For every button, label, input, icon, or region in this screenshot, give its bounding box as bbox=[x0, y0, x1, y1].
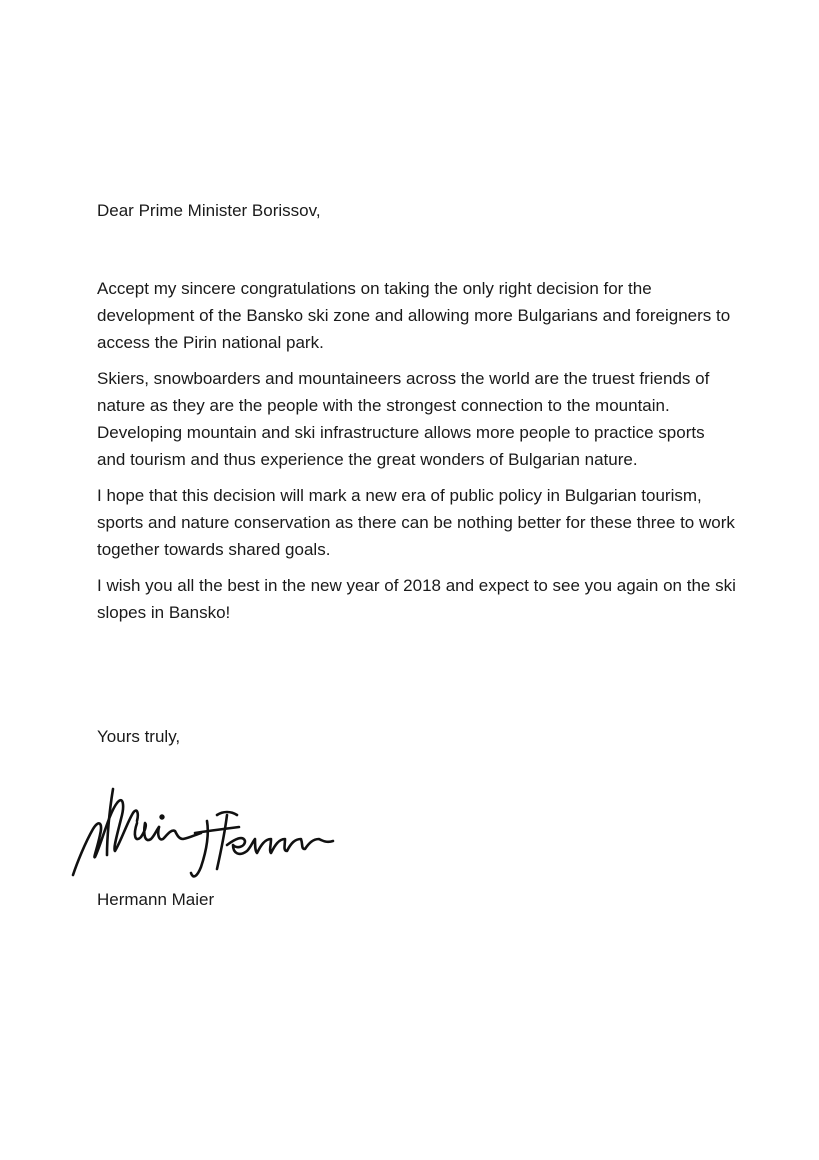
paragraph-congratulations: Accept my sincere congratulations on taking the only right decision for the development of the Bansko ski zone and allowing more Bulgarians and foreigners to access the Pirin national park. bbox=[97, 279, 731, 352]
signature-icon bbox=[67, 783, 337, 883]
salutation: Dear Prime Minister Borissov, bbox=[97, 201, 321, 220]
paragraph-wishes: I wish you all the best in the new year of 2018 and expect to see you again on the ski slopes in Bansko! bbox=[97, 576, 736, 622]
letter-paragraphs bbox=[97, 275, 737, 635]
signer-name: Hermann Maier bbox=[97, 890, 215, 909]
paragraph-policy: I hope that this decision will mark a new era of public policy in Bulgarian tourism, sports and nature conservation as there can be nothing better for these three to work together towards shared goals. bbox=[97, 486, 735, 559]
paragraph-nature: Skiers, snowboarders and mountaineers across the world are the truest friends of nature as they are the people with the strongest connection to the mountain. Developing mountain and ski infrastructure allows more people to practice sports and tourism and thus experience the great wonders of Bulgarian nature. bbox=[97, 369, 710, 469]
closing: Yours truly, bbox=[97, 727, 181, 746]
